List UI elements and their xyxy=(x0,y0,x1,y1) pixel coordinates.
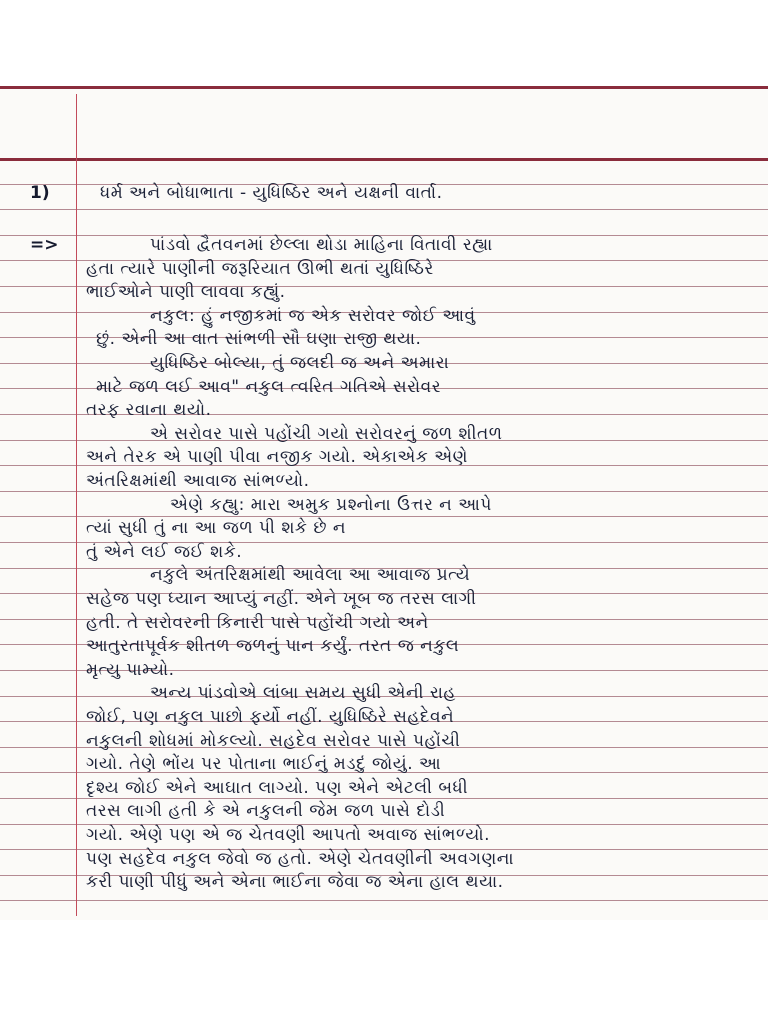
handwritten-text: નકુલે અંતરિક્ષમાંથી આવેલા આ આવાજ પ્રત્યે xyxy=(150,565,471,586)
text-line xyxy=(0,704,768,730)
handwritten-text: ત્યાં સુધી તું ના આ જળ પી શકે છે ન xyxy=(86,518,347,539)
handwritten-text: નકુલ: હું નજીકમાં જ એક સરોવર જોઈ આવું xyxy=(150,305,476,326)
handwritten-text: એણે કહ્યુ: મારા અમુક પ્રશ્નોના ઉત્તર ન આપે xyxy=(170,494,492,515)
handwritten-text: એ સરોવર પાસે પહોંચી ગયો સરોવરનું જળ શીતળ xyxy=(150,423,503,444)
text-line xyxy=(0,562,768,588)
handwritten-text: દૃશ્ય જોઈ એને આઘાત લાગ્યો. પણ એને એટલી બધી xyxy=(86,777,469,798)
text-line xyxy=(0,680,768,706)
handwritten-text: અન્ય પાંડવોએ લાંબા સમય સુધી એની રાહ xyxy=(150,683,456,704)
handwritten-text: હતા ત્યારે પાણીની જરૂરિયાત ઊભી થતાં યુધિષ્ઠિરે xyxy=(86,258,434,279)
ruled-line xyxy=(0,86,768,89)
handwritten-text: ગયો. તેણે ભોંય પર પોતાના ભાઈનું મડદું જોયું. આ xyxy=(86,754,442,775)
text-line xyxy=(0,279,768,305)
text-line xyxy=(0,586,768,612)
ruled-line xyxy=(0,900,768,901)
ruled-line xyxy=(0,209,768,210)
handwritten-text: સહેજ પણ ધ્યાન આપ્યું નહીં. એને ખૂબ જ તરસ લાગી xyxy=(86,589,477,609)
page-bottom-blank xyxy=(0,920,768,1024)
handwritten-text: મૃત્યુ પામ્યો. xyxy=(86,659,175,680)
handwritten-text: તરફ રવાના થયો. xyxy=(86,400,212,421)
text-line xyxy=(0,421,768,447)
title-text: ધર્મ અને બોધાભાતા - યુધિષ્ઠિર અને યક્ષની વાર્તા. xyxy=(100,183,443,203)
handwritten-text: અંતરિક્ષમાંથી આવાજ સાંભળ્યો. xyxy=(86,471,310,491)
handwritten-text: આતુરતાપૂર્વક શીતળ જળનું પાન કર્યું. તરત જ નકુલ xyxy=(86,636,460,657)
text-line xyxy=(0,232,768,258)
text-line xyxy=(0,303,768,329)
handwritten-text: તું એને લઈ જઈ શકે. xyxy=(86,541,243,562)
answer-marker: => xyxy=(30,235,59,255)
ruled-line xyxy=(0,158,768,161)
handwritten-text: કરી પાણી પીધું અને એના ભાઈના જેવા જ એના હાલ થયા. xyxy=(86,872,504,893)
text-line xyxy=(0,822,768,848)
handwritten-text: ભાઈઓને પાણી લાવવા કહ્યું. xyxy=(86,282,286,303)
text-line xyxy=(0,751,768,777)
handwritten-text: નકુલની શોધમાં મોકલ્યો. સહદેવ સરોવર પાસે પહોંચી xyxy=(86,730,461,751)
text-line xyxy=(0,728,768,754)
title-line xyxy=(0,180,768,206)
text-line xyxy=(0,798,768,824)
text-line xyxy=(0,775,768,801)
text-line xyxy=(0,350,768,376)
question-number: 1) xyxy=(30,183,50,203)
text-line xyxy=(0,657,768,683)
handwritten-text: માટે જળ લઈ આવ" નકુલ ત્વરિત ગતિએ સરોવર xyxy=(96,376,442,397)
handwritten-text: અને તેરક એ પાણી પીવા નજીક ગયો. એકાએક એણે xyxy=(86,447,468,468)
text-line xyxy=(0,492,768,518)
text-line xyxy=(0,869,768,895)
text-line xyxy=(0,633,768,659)
text-line xyxy=(0,468,768,494)
handwritten-text: તરસ લાગી હતી કે એ નકુલની જેમ જળ પાસે દોડી xyxy=(86,801,446,822)
text-line xyxy=(0,610,768,636)
handwritten-text: ગયો. એણે પણ એ જ ચેતવણી આપતો અવાજ સાંભળ્યો. xyxy=(86,825,490,845)
text-line xyxy=(0,515,768,541)
handwritten-text: છું. એની આ વાત સાંભળી સૌ ઘણા રાજી થયા. xyxy=(96,329,422,350)
page-top-edge xyxy=(0,0,768,86)
text-line xyxy=(0,846,768,872)
text-line xyxy=(0,539,768,565)
text-line xyxy=(0,256,768,282)
handwritten-text: પાંડવો દ્વૈતવનમાં છેલ્લા થોડા માહિના વિતાવી રહ્યા xyxy=(150,235,493,255)
text-line xyxy=(0,374,768,400)
handwritten-text: હતી. તે સરોવરની કિનારી પાસે પહોંચી ગયો અને xyxy=(86,612,429,633)
handwritten-text: પણ સહદેવ નકુલ જેવો જ હતો. એણે ચેતવણીની અવગણના xyxy=(86,848,515,869)
handwritten-text: જોઈ, પણ નકુલ પાછો ફર્યો નહીં. યુધિષ્ઠિરે સહદેવને xyxy=(86,707,455,727)
text-line xyxy=(0,444,768,470)
handwritten-text: યુધિષ્ઠિર બોલ્યા, તું જલદી જ અને અમારા xyxy=(150,353,450,373)
text-line xyxy=(0,397,768,423)
text-line xyxy=(0,326,768,352)
